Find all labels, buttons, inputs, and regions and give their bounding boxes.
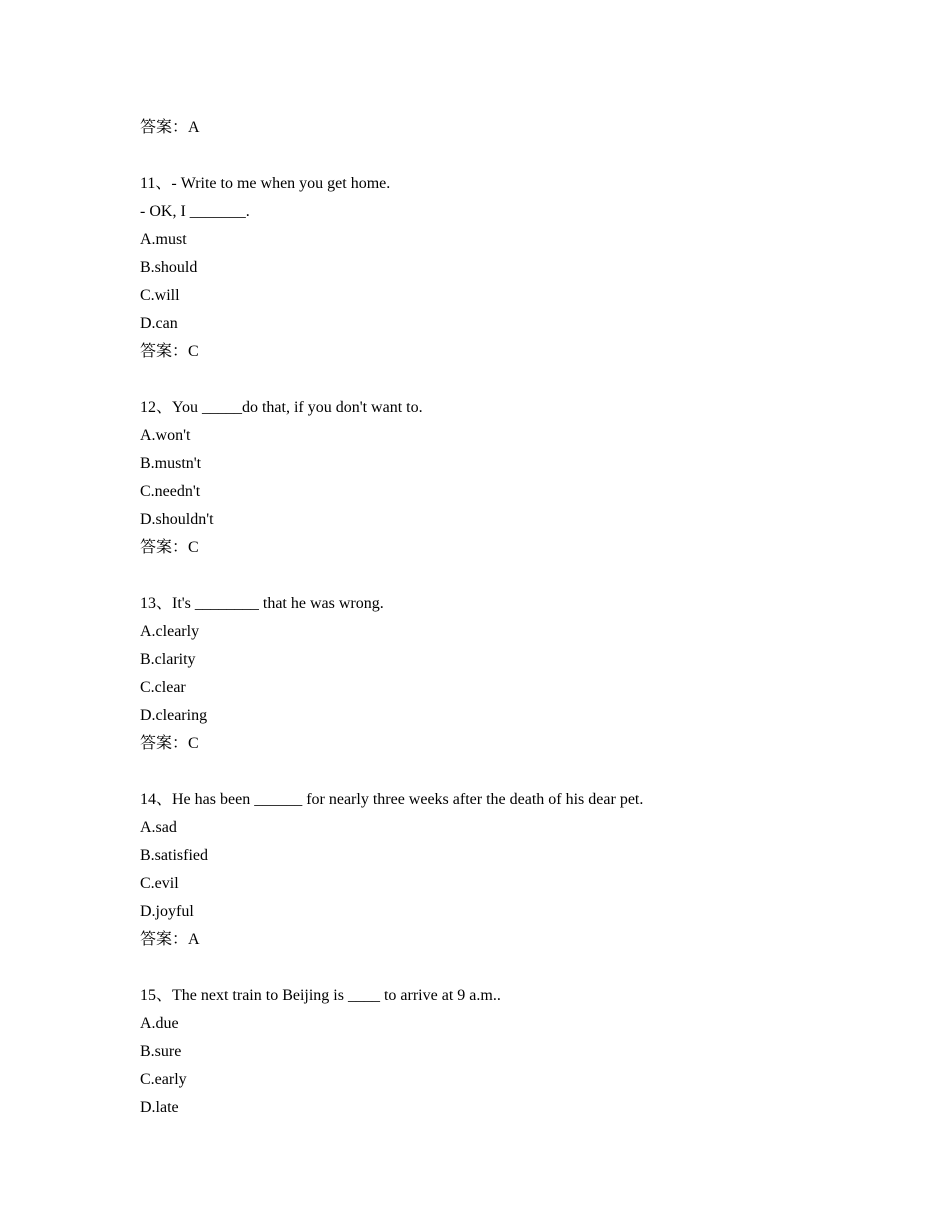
option-d: D.late	[140, 1099, 179, 1116]
spacer	[140, 142, 900, 170]
answer-label: 答案：	[140, 119, 189, 136]
option-a: A.sad	[140, 819, 177, 836]
option-c: C.evil	[140, 875, 179, 892]
option-d: D.can	[140, 315, 178, 332]
spacer	[140, 366, 900, 394]
answer-value: A	[188, 931, 200, 948]
answer-line	[140, 114, 900, 142]
option-c: C.will	[140, 287, 180, 304]
question-prompt-continued: - OK, I _______.	[140, 203, 250, 220]
question-15	[140, 982, 900, 1122]
option-c: C.clear	[140, 679, 186, 696]
answer-value: C	[188, 539, 199, 556]
answer-label: 答案：	[140, 539, 189, 556]
answer-label: 答案：	[140, 343, 189, 360]
answer-label: 答案：	[140, 735, 189, 752]
answer-line	[140, 534, 900, 562]
option-b: B.clarity	[140, 651, 196, 668]
answer-line	[140, 730, 900, 758]
option-c: C.needn't	[140, 483, 201, 500]
question-prompt: 12、You _____do that, if you don't want to.	[140, 399, 423, 416]
option-d: D.clearing	[140, 707, 208, 724]
question-11	[140, 170, 900, 366]
answer-value: C	[188, 735, 199, 752]
answer-line	[140, 338, 900, 366]
option-a: A.must	[140, 231, 187, 248]
option-a: A.clearly	[140, 623, 200, 640]
answer-line	[140, 926, 900, 954]
question-14	[140, 786, 900, 954]
option-b: B.should	[140, 259, 198, 276]
spacer	[140, 562, 900, 590]
option-b: B.satisfied	[140, 847, 208, 864]
question-12	[140, 394, 900, 562]
question-13	[140, 590, 900, 758]
answer-value: A	[188, 119, 200, 136]
spacer	[140, 954, 900, 982]
document-page	[140, 114, 900, 1122]
option-b: B.mustn't	[140, 455, 202, 472]
option-c: C.early	[140, 1071, 187, 1088]
option-d: D.shouldn't	[140, 511, 214, 528]
question-prompt: 11、- Write to me when you get home.	[140, 175, 391, 192]
answer-label: 答案：	[140, 931, 189, 948]
question-prompt: 15、The next train to Beijing is ____ to arrive at 9 a.m..	[140, 987, 501, 1004]
spacer	[140, 758, 900, 786]
question-prompt: 13、It's ________ that he was wrong.	[140, 595, 384, 612]
option-b: B.sure	[140, 1043, 182, 1060]
question-prompt: 14、He has been ______ for nearly three weeks after the death of his dear pet.	[140, 791, 644, 808]
option-a: A.won't	[140, 427, 191, 444]
option-d: D.joyful	[140, 903, 194, 920]
option-a: A.due	[140, 1015, 179, 1032]
answer-value: C	[188, 343, 199, 360]
